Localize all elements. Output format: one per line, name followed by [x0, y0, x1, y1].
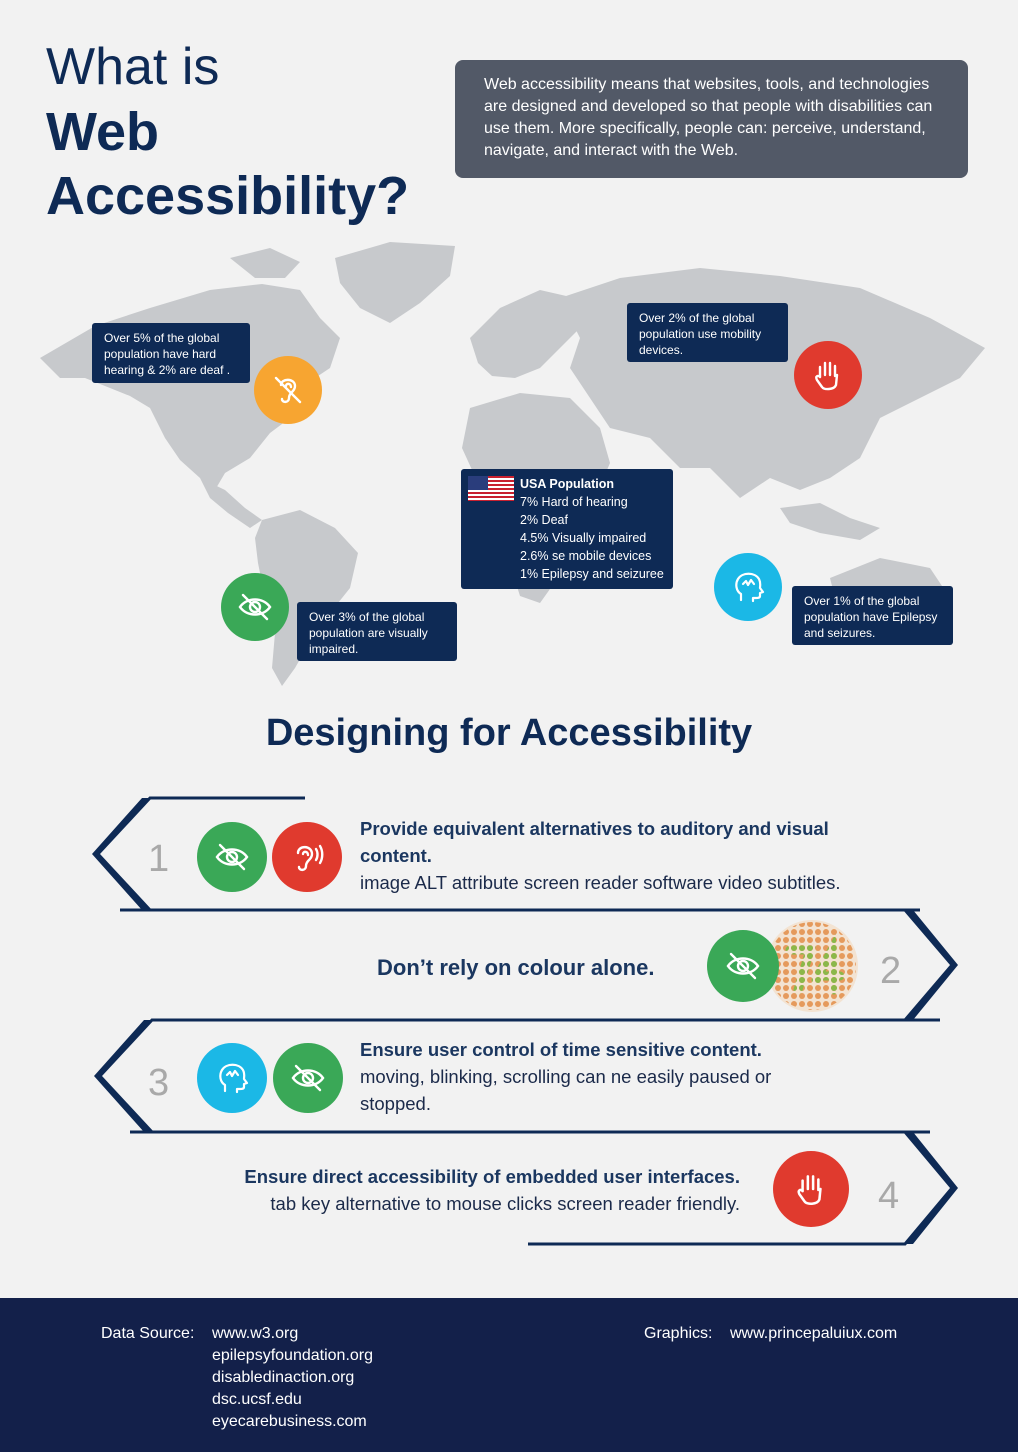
step-number: 3 [148, 1062, 170, 1104]
eye-slash-icon [273, 1043, 343, 1113]
page-title-line3: Accessibility? [46, 166, 410, 226]
hand-icon [773, 1151, 849, 1227]
step-4-text [150, 1163, 740, 1217]
data-source-label: Data Source: [101, 1325, 195, 1342]
step-body: stopped. [360, 1093, 431, 1114]
step-number: 4 [878, 1175, 900, 1217]
source-link[interactable]: eyecarebusiness.com [212, 1413, 367, 1430]
eye-slash-icon [197, 822, 267, 892]
section-title: Designing for Accessibility [265, 712, 753, 754]
step-number: 2 [880, 950, 902, 992]
mobility-callout: Over 2% of the global population use mobility devices. [627, 303, 788, 362]
usa-population-box [461, 469, 673, 589]
step-body: tab key alternative to mouse clicks screen reader friendly. [270, 1193, 740, 1214]
ear-icon [272, 822, 342, 892]
ear-icon [254, 356, 322, 424]
eye-slash-icon [221, 573, 289, 641]
color-blindness-test-icon [766, 920, 858, 1012]
usa-title: USA Population [520, 477, 614, 491]
step-body: moving, blinking, scrolling can ne easily paused or [360, 1066, 772, 1087]
step-heading: Ensure direct accessibility of embedded user interfaces. [244, 1166, 740, 1187]
source-link[interactable]: www.w3.org [212, 1325, 299, 1342]
intro-box: Web accessibility means that websites, tools, and technologies are designed and developed so that people with disabilities can use them. More specifically, people can: perceive, understand, navigate, and interact with the Web. [455, 60, 968, 178]
epilepsy-callout: Over 1% of the global population have Epilepsy and seizures. [792, 586, 953, 645]
brain-head-icon [197, 1043, 267, 1113]
data-source-list [212, 1323, 373, 1433]
footer [0, 1298, 1018, 1452]
step-3-text [360, 1036, 880, 1117]
usa-stat: 1% Epilepsy and seizuree [520, 567, 664, 581]
hearing-callout: Over 5% of the global population have hard hearing & 2% are deaf . [92, 323, 250, 383]
hand-icon [794, 341, 862, 409]
step-heading: Don’t rely on colour alone. [377, 955, 655, 980]
step-1-text [360, 815, 920, 896]
step-body: image ALT attribute screen reader software video subtitles. [360, 872, 841, 893]
visual-callout: Over 3% of the global population are visually impaired. [297, 602, 457, 661]
step-number: 1 [148, 838, 170, 880]
usa-stat: 4.5% Visually impaired [520, 531, 647, 545]
page-title-line2: Web [46, 102, 160, 162]
step-heading: Provide equivalent alternatives to auditory and visual [360, 818, 829, 839]
source-link[interactable]: disabledinaction.org [212, 1369, 355, 1386]
step-heading: content. [360, 845, 432, 866]
graphics-label: Graphics: [644, 1325, 713, 1342]
usa-stat: 7% Hard of hearing [520, 495, 628, 509]
usa-stat: 2.6% se mobile devices [520, 549, 652, 563]
source-link[interactable]: epilepsyfoundation.org [212, 1347, 374, 1364]
graphics-link[interactable]: www.princepaluiux.com [730, 1325, 898, 1342]
eye-slash-icon [707, 930, 779, 1002]
brain-head-icon [714, 553, 782, 621]
usa-flag-icon [468, 476, 514, 501]
usa-stat: 2% Deaf [520, 513, 568, 527]
page-title-line1: What is [46, 38, 220, 96]
source-link[interactable]: dsc.ucsf.edu [212, 1391, 302, 1408]
step-heading: Ensure user control of time sensitive content. [360, 1039, 762, 1060]
